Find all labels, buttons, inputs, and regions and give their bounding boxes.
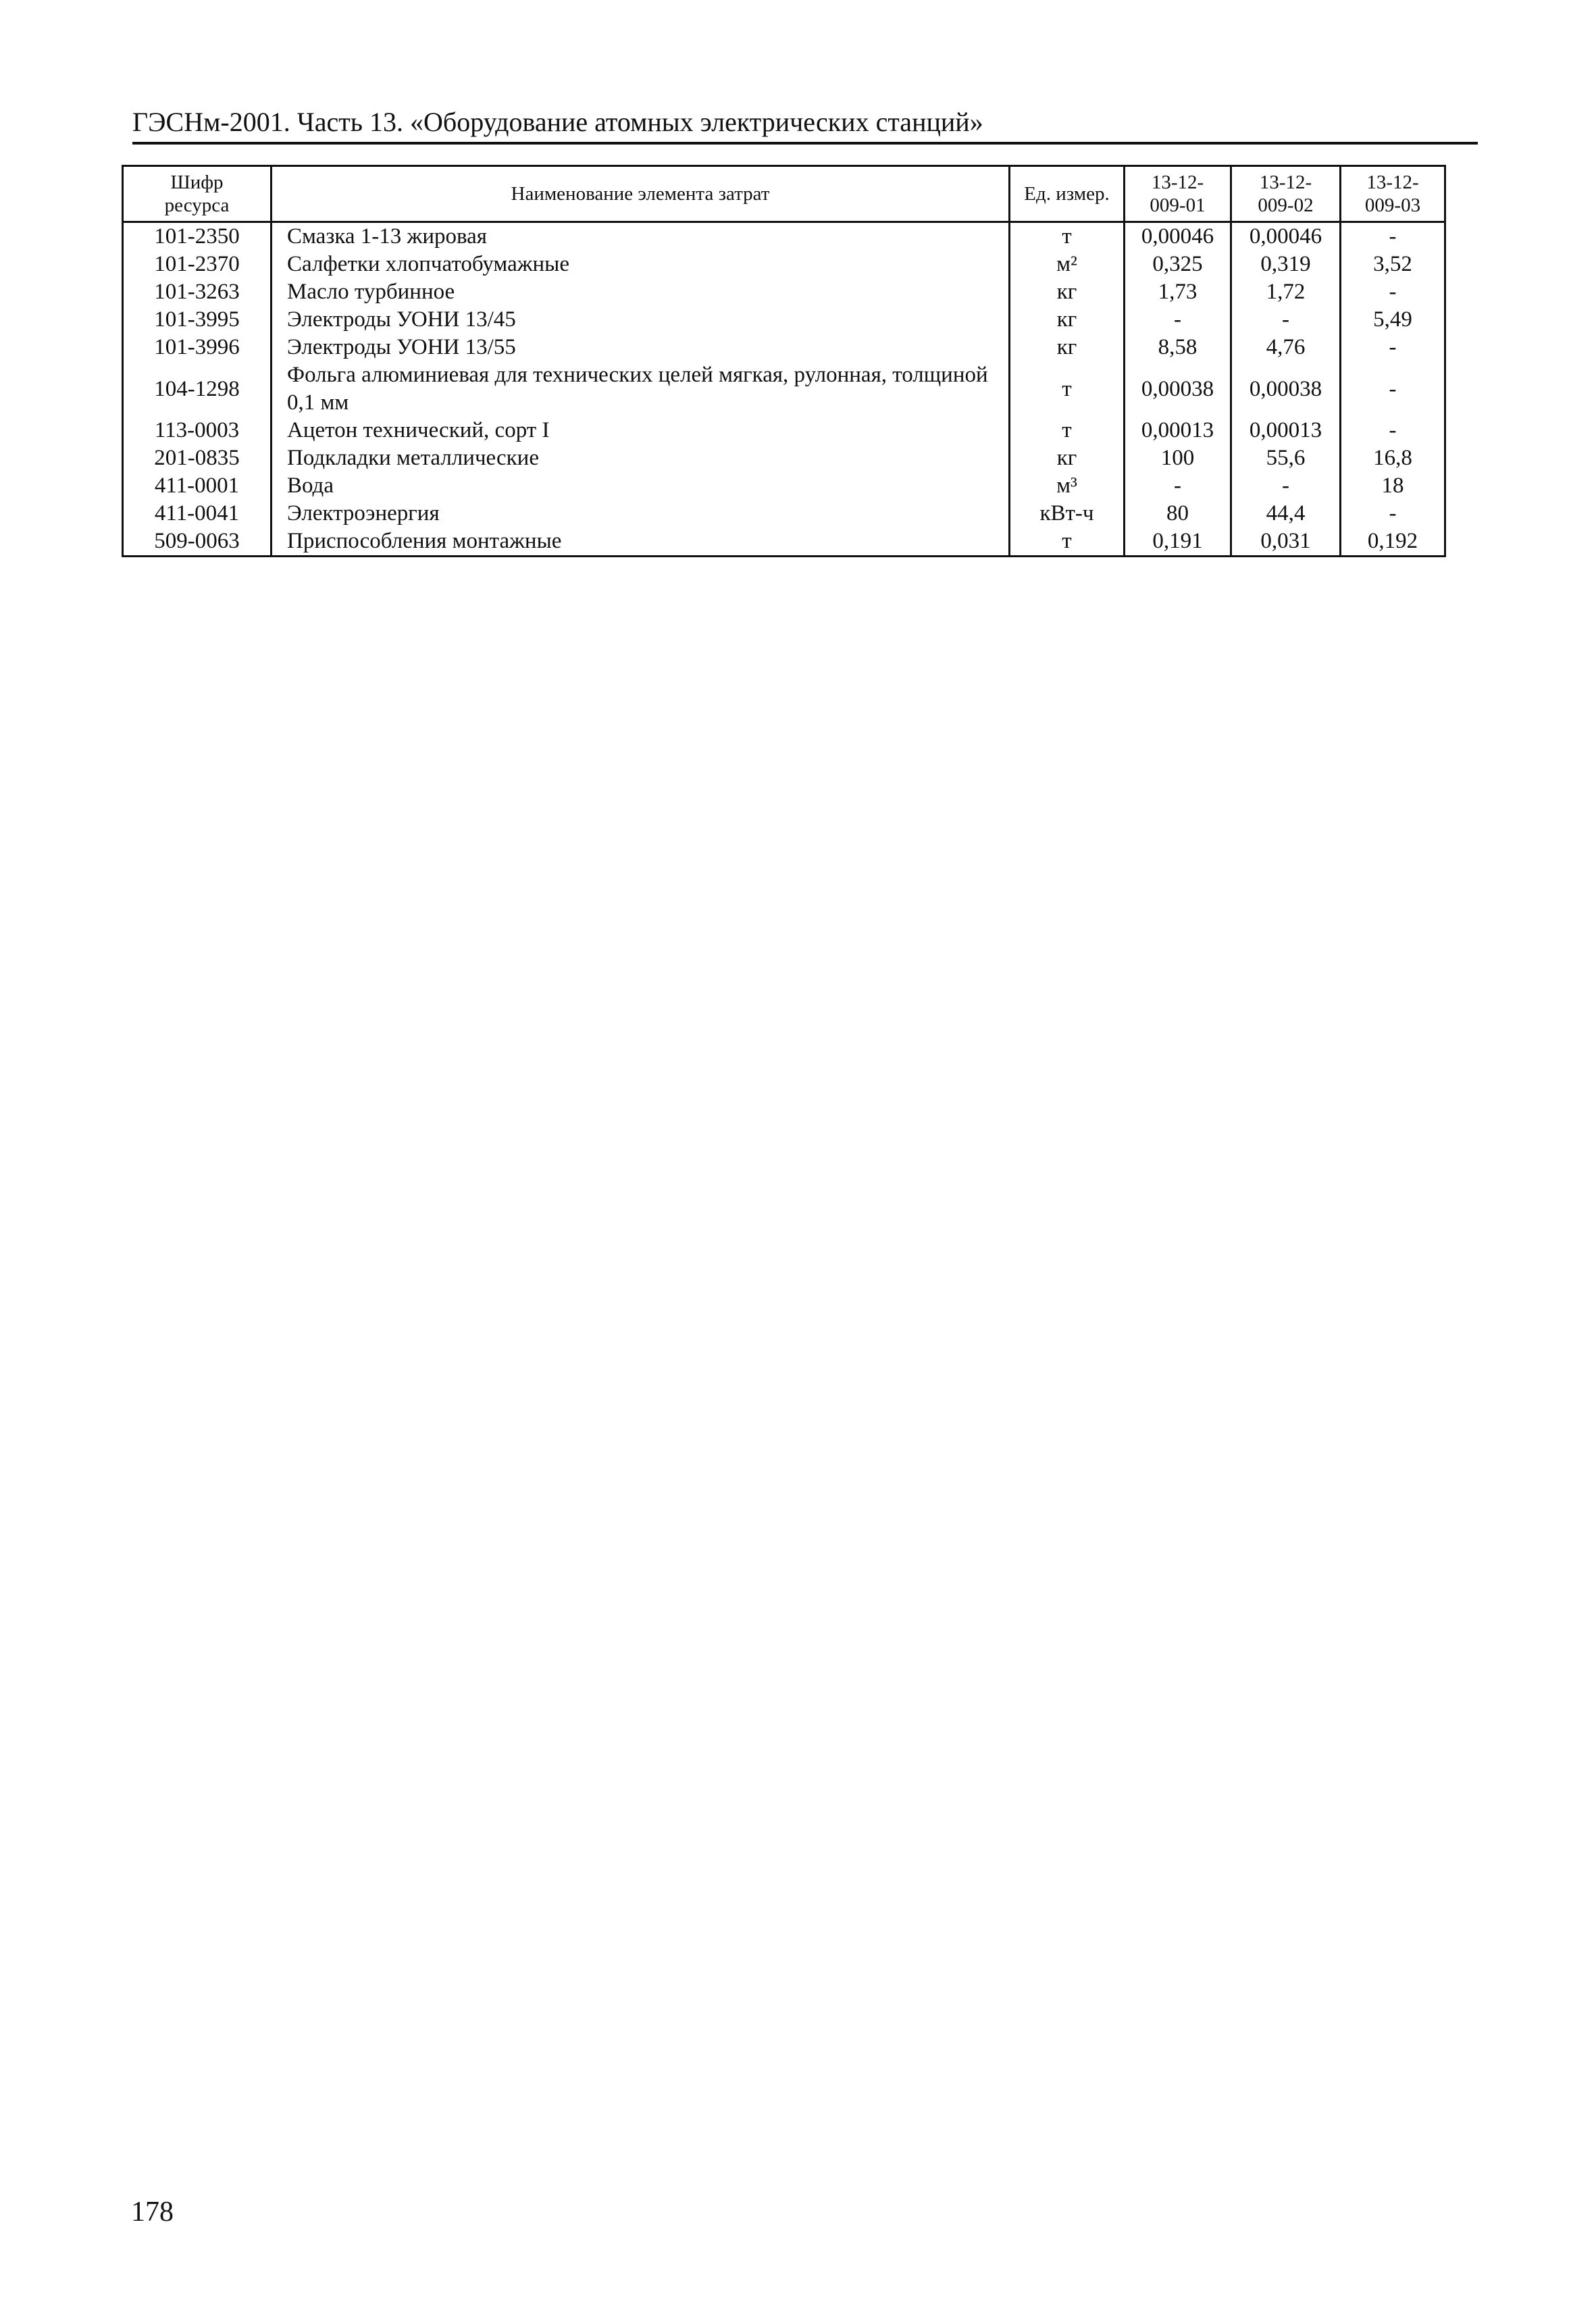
resource-name: Салфетки хлопчатобумажные [272,251,1010,278]
value-13-12-009-02: 44,4 [1231,500,1341,528]
value-13-12-009-03: - [1341,361,1445,417]
page-header: ГЭСНм-2001. Часть 13. «Оборудование атомных электрических станций» [132,103,1478,145]
table-row [123,306,1445,334]
table-row [123,222,1445,251]
resource-unit: т [1010,222,1125,251]
value-13-12-009-03: - [1341,278,1445,306]
value-13-12-009-01: 80 [1125,500,1231,528]
resource-name: Электроды УОНИ 13/55 [272,334,1010,361]
value-13-12-009-02: 0,00046 [1231,222,1341,251]
resource-unit: кг [1010,334,1125,361]
value-13-12-009-02: 0,031 [1231,528,1341,557]
column-header-c2-line2: 009-02 [1258,195,1314,216]
column-header-13-12-009-02 [1231,166,1341,222]
resource-unit: т [1010,361,1125,417]
column-header-c3-line2: 009-03 [1364,195,1421,216]
value-13-12-009-03: 16,8 [1341,444,1445,472]
table-row [123,251,1445,278]
value-13-12-009-02: 0,00038 [1231,361,1341,417]
value-13-12-009-01: 1,73 [1125,278,1231,306]
value-13-12-009-01: 8,58 [1125,334,1231,361]
resource-unit: м² [1010,251,1125,278]
resource-unit: кг [1010,306,1125,334]
resource-code: 201-0835 [123,444,272,472]
column-header-c1-line1: 13-12- [1151,172,1204,193]
resource-code: 101-3263 [123,278,272,306]
resource-unit: кг [1010,444,1125,472]
table-row [123,500,1445,528]
value-13-12-009-02: 55,6 [1231,444,1341,472]
column-header-c1-line2: 009-01 [1150,195,1206,216]
column-header-name: Наименование элемента затрат [272,166,1010,222]
table-row [123,334,1445,361]
resource-unit: т [1010,528,1125,557]
table-row [123,417,1445,444]
value-13-12-009-02: 1,72 [1231,278,1341,306]
value-13-12-009-01: 0,191 [1125,528,1231,557]
value-13-12-009-03: 5,49 [1341,306,1445,334]
value-13-12-009-01: 0,325 [1125,251,1231,278]
table-row [123,444,1445,472]
value-13-12-009-02: 4,76 [1231,334,1341,361]
value-13-12-009-01: 100 [1125,444,1231,472]
column-header-code [123,166,272,222]
resource-unit: кг [1010,278,1125,306]
resource-code: 101-2370 [123,251,272,278]
resource-code: 104-1298 [123,361,272,417]
resource-name: Электроэнергия [272,500,1010,528]
column-header-code-line2: ресурса [164,195,230,216]
column-header-13-12-009-03 [1341,166,1445,222]
value-13-12-009-02: 0,319 [1231,251,1341,278]
value-13-12-009-01: - [1125,472,1231,500]
resource-code: 101-3995 [123,306,272,334]
column-header-c3-line1: 13-12- [1366,172,1419,193]
value-13-12-009-02: - [1231,472,1341,500]
value-13-12-009-01: - [1125,306,1231,334]
table-row [123,472,1445,500]
resource-code: 101-2350 [123,222,272,251]
resource-code: 509-0063 [123,528,272,557]
value-13-12-009-03: - [1341,334,1445,361]
value-13-12-009-01: 0,00038 [1125,361,1231,417]
resource-name: Смазка 1-13 жировая [272,222,1010,251]
resource-code: 101-3996 [123,334,272,361]
resource-unit: м³ [1010,472,1125,500]
resource-name: Вода [272,472,1010,500]
table-row [123,361,1445,417]
value-13-12-009-03: - [1341,222,1445,251]
resource-name: Масло турбинное [272,278,1010,306]
value-13-12-009-01: 0,00013 [1125,417,1231,444]
resource-name: Подкладки металлические [272,444,1010,472]
resource-name: Приспособления монтажные [272,528,1010,557]
value-13-12-009-03: 18 [1341,472,1445,500]
resource-code: 113-0003 [123,417,272,444]
table-row [123,528,1445,557]
resource-unit: т [1010,417,1125,444]
resource-name: Фольга алюминиевая для технических целей мягкая, рулонная, толщиной 0,1 мм [272,361,1010,417]
value-13-12-009-03: 3,52 [1341,251,1445,278]
value-13-12-009-01: 0,00046 [1125,222,1231,251]
resource-code: 411-0001 [123,472,272,500]
resource-code: 411-0041 [123,500,272,528]
column-header-13-12-009-01 [1125,166,1231,222]
page-number: 178 [131,2196,174,2228]
resource-name: Электроды УОНИ 13/45 [272,306,1010,334]
table-header-row [123,166,1445,222]
column-header-code-line1: Шифр [170,172,224,193]
column-header-c2-line1: 13-12- [1259,172,1312,193]
resource-name: Ацетон технический, сорт I [272,417,1010,444]
value-13-12-009-02: - [1231,306,1341,334]
column-header-unit: Ед. измер. [1010,166,1125,222]
value-13-12-009-03: - [1341,500,1445,528]
resource-unit: кВт-ч [1010,500,1125,528]
resource-cost-table [122,165,1446,557]
value-13-12-009-03: 0,192 [1341,528,1445,557]
table-row [123,278,1445,306]
value-13-12-009-02: 0,00013 [1231,417,1341,444]
value-13-12-009-03: - [1341,417,1445,444]
